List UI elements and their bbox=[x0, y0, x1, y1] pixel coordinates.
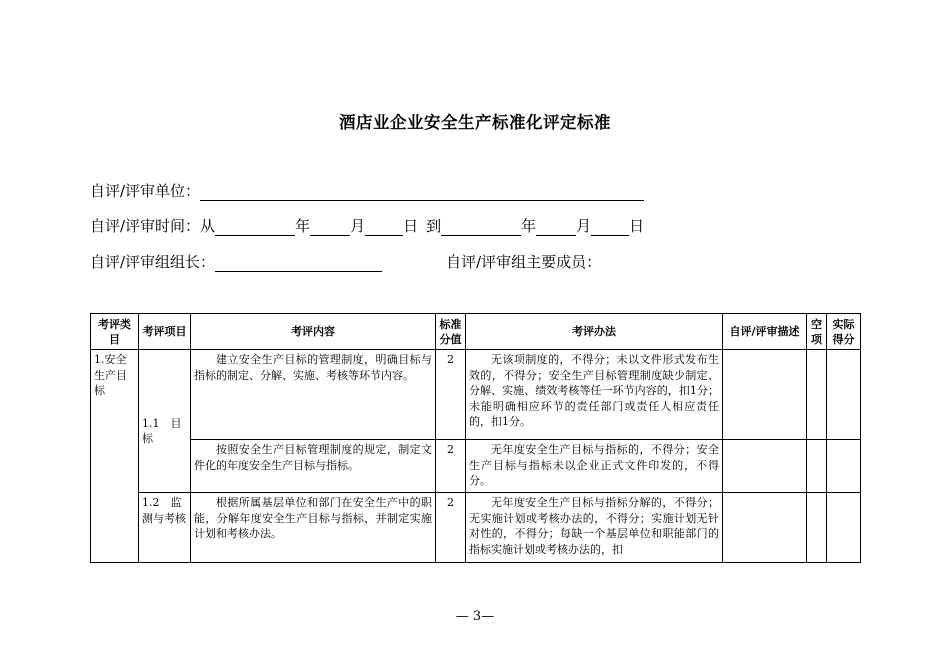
header-content: 考评内容 bbox=[191, 314, 436, 350]
unit-label: 自评/评审单位： bbox=[90, 182, 201, 200]
document-title: 酒店业企业安全生产标准化评定标准 bbox=[339, 113, 611, 132]
actual-cell bbox=[827, 493, 861, 563]
end-year-blank bbox=[441, 217, 521, 236]
header-method: 考评办法 bbox=[466, 314, 723, 350]
header-actual: 实际得分 bbox=[827, 314, 861, 350]
leader-label: 自评/评审组组长： bbox=[90, 253, 216, 271]
time-label: 自评/评审时间：从 bbox=[90, 217, 216, 235]
evaluation-table bbox=[90, 313, 861, 563]
page-number: — 3— bbox=[455, 609, 495, 624]
header-desc: 自评/评审描述 bbox=[723, 314, 807, 350]
score-cell: 2 bbox=[436, 440, 466, 493]
leader-blank bbox=[215, 253, 382, 272]
to-label: 到 bbox=[426, 217, 442, 235]
unit-blank bbox=[200, 182, 644, 201]
actual-cell bbox=[827, 350, 861, 440]
end-month-label: 月 bbox=[576, 217, 592, 235]
item-cell: 1.2 监测与考核 bbox=[139, 493, 191, 563]
category-cell: 1.安全生产目标 bbox=[91, 350, 139, 563]
actual-cell bbox=[827, 440, 861, 493]
table-row bbox=[91, 440, 861, 493]
start-month-blank bbox=[310, 217, 350, 236]
desc-cell bbox=[723, 350, 807, 440]
desc-cell bbox=[723, 493, 807, 563]
desc-cell bbox=[723, 440, 807, 493]
start-day-label: 日 bbox=[403, 217, 419, 235]
content-cell: 按照安全生产目标管理制度的规定，制定文件化的年度安全生产目标与指标。 bbox=[191, 440, 436, 493]
header-item: 考评项目 bbox=[139, 314, 191, 350]
start-year-blank bbox=[215, 217, 295, 236]
score-cell: 2 bbox=[436, 350, 466, 440]
content-cell: 建立安全生产目标的管理制度，明确目标与指标的制定、分解、实施、考核等环节内容。 bbox=[191, 350, 436, 440]
table-row bbox=[91, 350, 861, 440]
start-month-label: 月 bbox=[350, 217, 366, 235]
end-year-label: 年 bbox=[521, 217, 537, 235]
header-category: 考评类目 bbox=[91, 314, 139, 350]
empty-cell bbox=[807, 440, 827, 493]
unit-line bbox=[90, 181, 644, 201]
members-label: 自评/评审组主要成员： bbox=[446, 253, 602, 271]
end-month-blank bbox=[536, 217, 576, 236]
score-cell: 2 bbox=[436, 493, 466, 563]
header-empty: 空项 bbox=[807, 314, 827, 350]
content-cell: 根据所属基层单位和部门在安全生产中的职能，分解年度安全生产目标与指标，并制定实施计划和考核办法。 bbox=[191, 493, 436, 563]
empty-cell bbox=[807, 350, 827, 440]
table-row bbox=[91, 493, 861, 563]
start-year-label: 年 bbox=[295, 217, 311, 235]
time-line bbox=[90, 216, 644, 236]
start-day-blank bbox=[365, 217, 403, 236]
end-day-blank bbox=[591, 217, 629, 236]
method-cell: 无年度安全生产目标与指标的，不得分；安全生产目标与指标未以企业正式文件印发的，不得分。 bbox=[466, 440, 723, 493]
header-row bbox=[91, 314, 861, 350]
leader-line bbox=[90, 252, 601, 272]
empty-cell bbox=[807, 493, 827, 563]
header-score: 标准分值 bbox=[436, 314, 466, 350]
method-cell: 无年度安全生产目标与指标分解的，不得分；无实施计划或考核办法的，不得分；实施计划无针对性的，不得分；每缺一个基层单位和职能部门的指标实施计划或考核办法的，扣 bbox=[466, 493, 723, 563]
item-cell: 1.1 目标 bbox=[139, 350, 191, 493]
method-cell: 无该项制度的，不得分；未以文件形式发布生效的，不得分；安全生产目标管理制度缺少制定、分解、实施、绩效考核等任一环节内容的，扣1分；未能明确相应环节的责任部门或责任人相应责任的，扣1分。 bbox=[466, 350, 723, 440]
end-day-label: 日 bbox=[629, 217, 645, 235]
